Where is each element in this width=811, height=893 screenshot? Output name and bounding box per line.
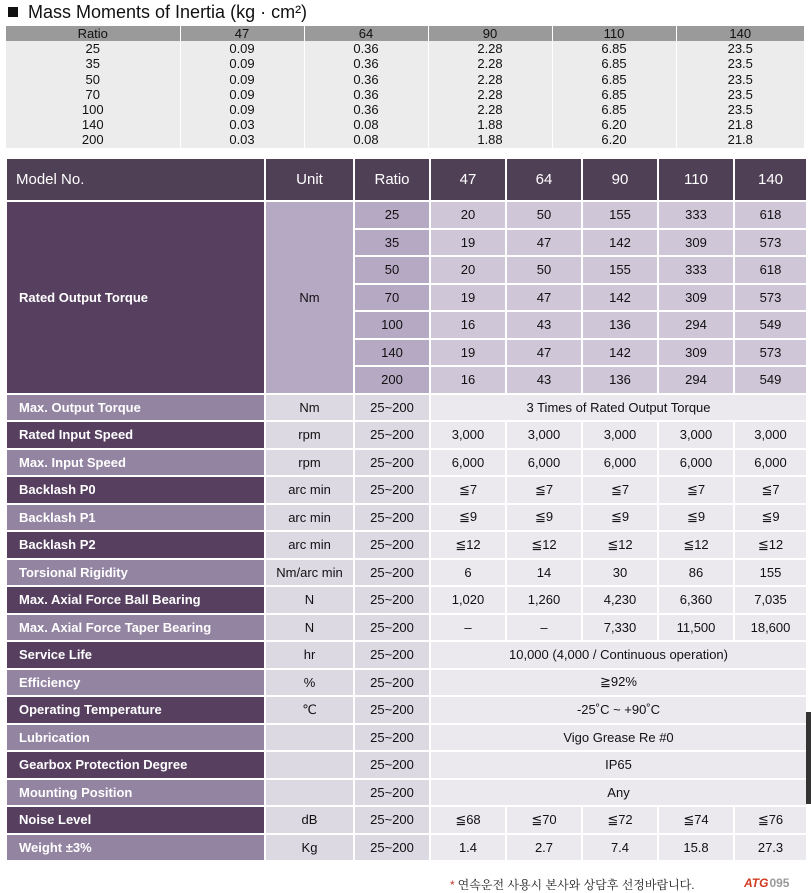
spec-value-cell: 3,000 — [430, 421, 506, 449]
inertia-header-cell: Ratio — [6, 26, 180, 41]
spec-value-cell: 7.4 — [582, 834, 658, 862]
inertia-row — [6, 117, 804, 132]
inertia-value-cell: 0.08 — [304, 117, 428, 132]
spec-value-cell: ≦9 — [734, 504, 807, 532]
inertia-header-cell: 90 — [428, 26, 552, 41]
torque-value-cell: 309 — [658, 284, 734, 312]
inertia-value-cell: 6.85 — [552, 72, 676, 87]
spec-value-cell: ≦12 — [506, 531, 582, 559]
spec-header-cell: Model No. — [6, 158, 265, 201]
spec-row-label: Max. Output Torque — [6, 394, 265, 422]
spec-value-cell: 6,000 — [430, 449, 506, 477]
spec-ratio-cell: 25~200 — [354, 724, 430, 752]
inertia-table — [6, 26, 804, 148]
spec-value-cell: ≦12 — [430, 531, 506, 559]
inertia-row — [6, 72, 804, 87]
footnote — [450, 876, 695, 893]
spec-row — [6, 559, 807, 587]
inertia-section-title — [6, 0, 307, 24]
torque-value-cell: 618 — [734, 201, 807, 229]
spec-merged-value: Vigo Grease Re #0 — [430, 724, 807, 752]
spec-unit-cell: N — [265, 614, 354, 642]
spec-value-cell: 7,330 — [582, 614, 658, 642]
spec-unit-cell: arc min — [265, 531, 354, 559]
spec-ratio-cell: 25~200 — [354, 779, 430, 807]
torque-value-cell: 19 — [430, 339, 506, 367]
inertia-value-cell: 21.8 — [676, 117, 804, 132]
spec-row — [6, 724, 807, 752]
torque-value-cell: 47 — [506, 284, 582, 312]
inertia-value-cell: 6.20 — [552, 117, 676, 132]
inertia-ratio-cell: 25 — [6, 41, 180, 56]
spec-value-cell: ≦7 — [582, 476, 658, 504]
spec-row — [6, 751, 807, 779]
spec-row-label: Service Life — [6, 641, 265, 669]
torque-value-cell: 573 — [734, 229, 807, 257]
spec-row — [6, 779, 807, 807]
torque-value-cell: 549 — [734, 311, 807, 339]
spec-row — [6, 504, 807, 532]
torque-row — [6, 201, 807, 229]
torque-ratio-cell: 35 — [354, 229, 430, 257]
inertia-value-cell: 1.88 — [428, 132, 552, 147]
spec-value-cell: 4,230 — [582, 586, 658, 614]
spec-value-cell: 155 — [734, 559, 807, 587]
inertia-value-cell: 0.36 — [304, 87, 428, 102]
spec-unit-cell — [265, 751, 354, 779]
torque-label: Rated Output Torque — [6, 201, 265, 394]
torque-unit: Nm — [265, 201, 354, 394]
spec-value-cell: ≦70 — [506, 806, 582, 834]
spec-value-cell: – — [430, 614, 506, 642]
torque-value-cell: 333 — [658, 256, 734, 284]
spec-ratio-cell: 25~200 — [354, 614, 430, 642]
spec-unit-cell: rpm — [265, 449, 354, 477]
spec-value-cell: 6,000 — [658, 449, 734, 477]
spec-merged-value: 10,000 (4,000 / Continuous operation) — [430, 641, 807, 669]
spec-value-cell: 1,260 — [506, 586, 582, 614]
torque-value-cell: 573 — [734, 284, 807, 312]
inertia-value-cell: 2.28 — [428, 87, 552, 102]
spec-ratio-cell: 25~200 — [354, 806, 430, 834]
torque-value-cell: 142 — [582, 339, 658, 367]
torque-value-cell: 142 — [582, 284, 658, 312]
spec-value-cell: 11,500 — [658, 614, 734, 642]
torque-value-cell: 47 — [506, 229, 582, 257]
torque-value-cell: 43 — [506, 366, 582, 394]
inertia-row — [6, 132, 804, 147]
inertia-row — [6, 56, 804, 71]
spec-row — [6, 394, 807, 422]
page-number: 095 — [769, 876, 790, 890]
spec-value-cell: 18,600 — [734, 614, 807, 642]
spec-row-label: Max. Input Speed — [6, 449, 265, 477]
spec-value-cell: 3,000 — [734, 421, 807, 449]
torque-value-cell: 19 — [430, 284, 506, 312]
spec-value-cell: 6 — [430, 559, 506, 587]
spec-row-label: Weight ±3% — [6, 834, 265, 862]
torque-value-cell: 19 — [430, 229, 506, 257]
torque-value-cell: 136 — [582, 311, 658, 339]
spec-value-cell: 3,000 — [582, 421, 658, 449]
spec-value-cell: ≦9 — [658, 504, 734, 532]
torque-value-cell: 573 — [734, 339, 807, 367]
spec-ratio-cell: 25~200 — [354, 476, 430, 504]
spec-unit-cell: arc min — [265, 504, 354, 532]
torque-ratio-cell: 200 — [354, 366, 430, 394]
inertia-value-cell: 0.09 — [180, 41, 304, 56]
torque-value-cell: 43 — [506, 311, 582, 339]
inertia-value-cell: 23.5 — [676, 87, 804, 102]
inertia-value-cell: 23.5 — [676, 102, 804, 117]
spec-ratio-cell: 25~200 — [354, 586, 430, 614]
torque-value-cell: 50 — [506, 201, 582, 229]
spec-row — [6, 696, 807, 724]
spec-row-label: Backlash P0 — [6, 476, 265, 504]
spec-ratio-cell: 25~200 — [354, 531, 430, 559]
inertia-ratio-cell: 35 — [6, 56, 180, 71]
spec-unit-cell: Kg — [265, 834, 354, 862]
spec-value-cell: ≦72 — [582, 806, 658, 834]
inertia-ratio-cell: 100 — [6, 102, 180, 117]
spec-unit-cell: Nm — [265, 394, 354, 422]
spec-value-cell: 86 — [658, 559, 734, 587]
side-index-tab — [806, 712, 811, 804]
torque-value-cell: 155 — [582, 201, 658, 229]
torque-value-cell: 16 — [430, 311, 506, 339]
spec-ratio-cell: 25~200 — [354, 834, 430, 862]
inertia-header-cell: 110 — [552, 26, 676, 41]
inertia-value-cell: 2.28 — [428, 72, 552, 87]
inertia-value-cell: 0.36 — [304, 72, 428, 87]
spec-unit-cell — [265, 779, 354, 807]
spec-value-cell: 27.3 — [734, 834, 807, 862]
spec-value-cell: ≦12 — [582, 531, 658, 559]
torque-value-cell: 20 — [430, 201, 506, 229]
spec-value-cell: ≦68 — [430, 806, 506, 834]
torque-value-cell: 50 — [506, 256, 582, 284]
torque-value-cell: 136 — [582, 366, 658, 394]
spec-merged-value: -25˚C ~ +90˚C — [430, 696, 807, 724]
inertia-value-cell: 0.08 — [304, 132, 428, 147]
spec-table — [5, 157, 808, 862]
spec-row-label: Backlash P2 — [6, 531, 265, 559]
torque-value-cell: 155 — [582, 256, 658, 284]
spec-header-cell: 47 — [430, 158, 506, 201]
torque-ratio-cell: 70 — [354, 284, 430, 312]
inertia-value-cell: 21.8 — [676, 132, 804, 147]
spec-row — [6, 806, 807, 834]
spec-value-cell: ≦74 — [658, 806, 734, 834]
inertia-value-cell: 6.85 — [552, 87, 676, 102]
inertia-value-cell: 0.36 — [304, 56, 428, 71]
spec-unit-cell — [265, 724, 354, 752]
inertia-header-cell: 64 — [304, 26, 428, 41]
inertia-value-cell: 23.5 — [676, 41, 804, 56]
torque-value-cell: 294 — [658, 366, 734, 394]
inertia-ratio-cell: 50 — [6, 72, 180, 87]
spec-value-cell: 6,360 — [658, 586, 734, 614]
spec-value-cell: ≦76 — [734, 806, 807, 834]
spec-row — [6, 586, 807, 614]
spec-row — [6, 669, 807, 697]
torque-ratio-cell: 140 — [354, 339, 430, 367]
spec-ratio-cell: 25~200 — [354, 394, 430, 422]
spec-value-cell: ≦7 — [506, 476, 582, 504]
torque-ratio-cell: 50 — [354, 256, 430, 284]
inertia-value-cell: 23.5 — [676, 56, 804, 71]
spec-value-cell: ≦7 — [658, 476, 734, 504]
spec-value-cell: 6,000 — [582, 449, 658, 477]
spec-unit-cell: hr — [265, 641, 354, 669]
inertia-value-cell: 0.36 — [304, 41, 428, 56]
inertia-title-text: Mass Moments of Inertia (kg · cm²) — [28, 1, 308, 22]
spec-row-label: Operating Temperature — [6, 696, 265, 724]
spec-header-cell: Ratio — [354, 158, 430, 201]
spec-merged-value: 3 Times of Rated Output Torque — [430, 394, 807, 422]
spec-header-row — [6, 158, 807, 201]
spec-value-cell: 30 — [582, 559, 658, 587]
torque-value-cell: 309 — [658, 339, 734, 367]
spec-header-cell: 110 — [658, 158, 734, 201]
inertia-value-cell: 1.88 — [428, 117, 552, 132]
spec-header-cell: 90 — [582, 158, 658, 201]
inertia-value-cell: 6.20 — [552, 132, 676, 147]
spec-value-cell: 14 — [506, 559, 582, 587]
inertia-value-cell: 0.09 — [180, 102, 304, 117]
inertia-value-cell: 2.28 — [428, 56, 552, 71]
spec-unit-cell: Nm/arc min — [265, 559, 354, 587]
spec-value-cell: 6,000 — [734, 449, 807, 477]
torque-value-cell: 20 — [430, 256, 506, 284]
spec-ratio-cell: 25~200 — [354, 421, 430, 449]
torque-value-cell: 309 — [658, 229, 734, 257]
spec-row-label: Rated Input Speed — [6, 421, 265, 449]
inertia-value-cell: 6.85 — [552, 41, 676, 56]
spec-row — [6, 476, 807, 504]
torque-value-cell: 16 — [430, 366, 506, 394]
spec-row-label: Backlash P1 — [6, 504, 265, 532]
spec-row-label: Max. Axial Force Taper Bearing — [6, 614, 265, 642]
spec-value-cell: ≦7 — [430, 476, 506, 504]
inertia-ratio-cell: 70 — [6, 87, 180, 102]
brand-label: ATG — [744, 876, 769, 890]
footnote-text: 연속운전 사용시 본사와 상담후 선정바랍니다. — [457, 878, 695, 892]
spec-row-label: Efficiency — [6, 669, 265, 697]
spec-row — [6, 421, 807, 449]
spec-unit-cell: rpm — [265, 421, 354, 449]
spec-row — [6, 531, 807, 559]
inertia-row — [6, 41, 804, 56]
inertia-ratio-cell: 140 — [6, 117, 180, 132]
torque-value-cell: 618 — [734, 256, 807, 284]
spec-value-cell: 3,000 — [506, 421, 582, 449]
page-badge — [744, 876, 789, 890]
spec-value-cell: ≦9 — [430, 504, 506, 532]
spec-row-label: Lubrication — [6, 724, 265, 752]
inertia-header-cell: 47 — [180, 26, 304, 41]
spec-ratio-cell: 25~200 — [354, 751, 430, 779]
spec-unit-cell: N — [265, 586, 354, 614]
inertia-ratio-cell: 200 — [6, 132, 180, 147]
spec-row — [6, 641, 807, 669]
spec-value-cell: 2.7 — [506, 834, 582, 862]
spec-value-cell: ≦9 — [582, 504, 658, 532]
spec-merged-value: Any — [430, 779, 807, 807]
spec-value-cell: ≦12 — [734, 531, 807, 559]
spec-value-cell: 3,000 — [658, 421, 734, 449]
spec-value-cell: 1.4 — [430, 834, 506, 862]
inertia-value-cell: 0.03 — [180, 132, 304, 147]
inertia-value-cell: 23.5 — [676, 72, 804, 87]
spec-row — [6, 614, 807, 642]
spec-value-cell: ≦9 — [506, 504, 582, 532]
inertia-row — [6, 102, 804, 117]
spec-row-label: Noise Level — [6, 806, 265, 834]
inertia-value-cell: 6.85 — [552, 56, 676, 71]
spec-ratio-cell: 25~200 — [354, 669, 430, 697]
torque-ratio-cell: 100 — [354, 311, 430, 339]
inertia-value-cell: 0.03 — [180, 117, 304, 132]
spec-value-cell: 15.8 — [658, 834, 734, 862]
spec-row-label: Max. Axial Force Ball Bearing — [6, 586, 265, 614]
torque-value-cell: 142 — [582, 229, 658, 257]
spec-unit-cell: arc min — [265, 476, 354, 504]
inertia-header-row — [6, 26, 804, 41]
inertia-value-cell: 2.28 — [428, 102, 552, 117]
spec-header-cell: 140 — [734, 158, 807, 201]
spec-row-label: Gearbox Protection Degree — [6, 751, 265, 779]
inertia-header-cell: 140 — [676, 26, 804, 41]
spec-value-cell: ≦12 — [658, 531, 734, 559]
spec-value-cell: 7,035 — [734, 586, 807, 614]
inertia-value-cell: 0.36 — [304, 102, 428, 117]
spec-row-label: Torsional Rigidity — [6, 559, 265, 587]
spec-merged-value: ≧92% — [430, 669, 807, 697]
torque-ratio-cell: 25 — [354, 201, 430, 229]
spec-value-cell: – — [506, 614, 582, 642]
inertia-value-cell: 2.28 — [428, 41, 552, 56]
spec-ratio-cell: 25~200 — [354, 449, 430, 477]
spec-unit-cell: dB — [265, 806, 354, 834]
torque-value-cell: 294 — [658, 311, 734, 339]
torque-value-cell: 47 — [506, 339, 582, 367]
inertia-value-cell: 0.09 — [180, 72, 304, 87]
square-bullet-icon — [8, 7, 18, 17]
asterisk-icon: * — [450, 878, 455, 892]
spec-ratio-cell: 25~200 — [354, 559, 430, 587]
inertia-value-cell: 6.85 — [552, 102, 676, 117]
spec-header-cell: Unit — [265, 158, 354, 201]
spec-row — [6, 449, 807, 477]
spec-value-cell: 6,000 — [506, 449, 582, 477]
torque-value-cell: 333 — [658, 201, 734, 229]
spec-unit-cell: % — [265, 669, 354, 697]
inertia-value-cell: 0.09 — [180, 56, 304, 71]
spec-value-cell: ≦7 — [734, 476, 807, 504]
spec-merged-value: IP65 — [430, 751, 807, 779]
torque-value-cell: 549 — [734, 366, 807, 394]
inertia-row — [6, 87, 804, 102]
inertia-value-cell: 0.09 — [180, 87, 304, 102]
spec-header-cell: 64 — [506, 158, 582, 201]
spec-unit-cell: ℃ — [265, 696, 354, 724]
spec-row — [6, 834, 807, 862]
spec-ratio-cell: 25~200 — [354, 504, 430, 532]
spec-row-label: Mounting Position — [6, 779, 265, 807]
spec-ratio-cell: 25~200 — [354, 696, 430, 724]
spec-value-cell: 1,020 — [430, 586, 506, 614]
spec-ratio-cell: 25~200 — [354, 641, 430, 669]
